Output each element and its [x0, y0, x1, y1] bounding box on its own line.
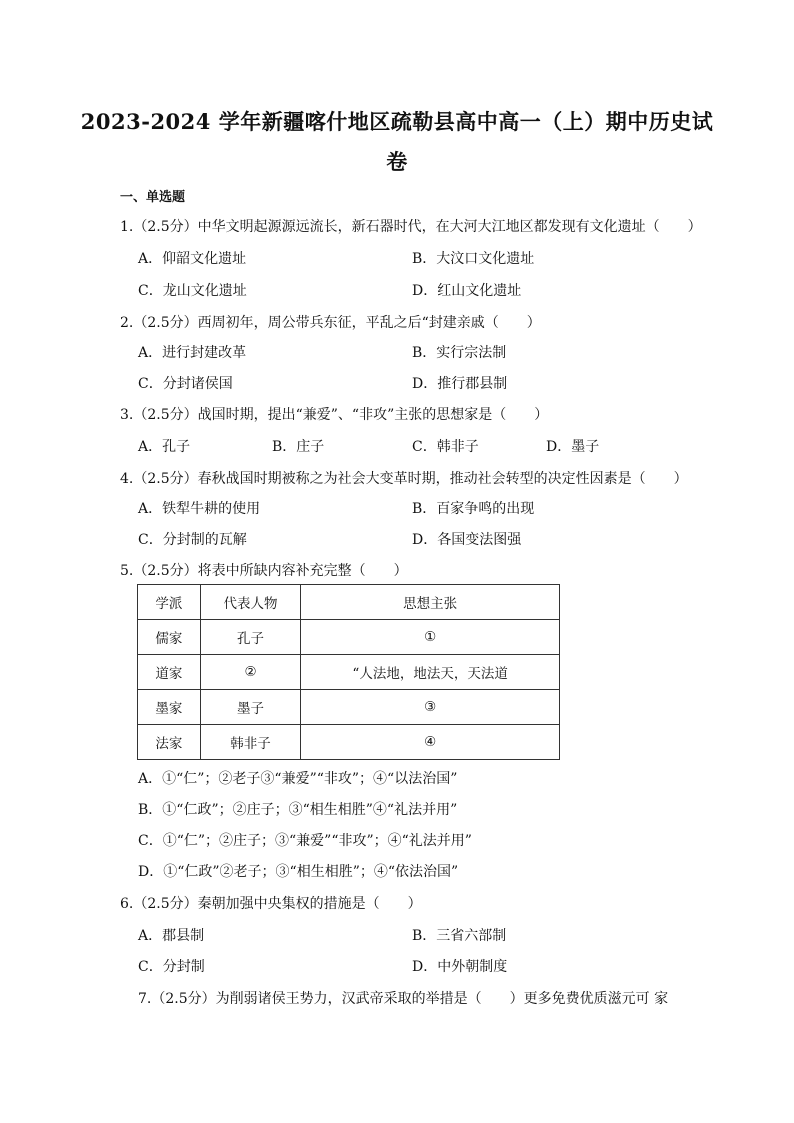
question-1-stem: 1.（2.5分）中华文明起源源远流长，新石器时代，在大河大江地区都发现有文化遗址（ ） — [120, 219, 702, 235]
table-cell: 韩非子 — [200, 725, 301, 760]
question-6-option-c: C．分封制 — [138, 959, 205, 975]
school-of-thought-table — [137, 584, 560, 760]
question-2-option-a: A．进行封建改革 — [138, 345, 247, 361]
question-4-option-c: C．分封制的瓦解 — [138, 532, 247, 548]
table-cell: ① — [301, 620, 560, 655]
question-5-option-c: C．①“仁”；②庄子；③“兼爱”“非攻”；④“礼法并用” — [138, 833, 472, 849]
question-5-stem: 5.（2.5分）将表中所缺内容补充完整（ ） — [120, 563, 408, 579]
question-1-option-c: C．龙山文化遗址 — [138, 283, 247, 299]
table-cell: 道家 — [138, 655, 201, 690]
question-2-option-b: B．实行宗法制 — [412, 345, 507, 361]
table-cell: “人法地，地法天，天法道 — [301, 655, 560, 690]
table-row — [138, 620, 560, 655]
question-3-option-c: C．韩非子 — [412, 439, 479, 455]
question-3-option-d: D．墨子 — [546, 439, 600, 455]
question-6-option-b: B．三省六部制 — [412, 928, 507, 944]
question-2-stem: 2.（2.5分）西周初年，周公带兵东征，平乱之后“封建亲戚（ ） — [120, 315, 541, 331]
table-cell: 儒家 — [138, 620, 201, 655]
question-2-option-d: D．推行郡县制 — [412, 376, 508, 392]
table-header-row — [138, 585, 560, 620]
question-1-option-d: D．红山文化遗址 — [412, 283, 522, 299]
table-cell: 墨家 — [138, 690, 201, 725]
table-cell: 法家 — [138, 725, 201, 760]
question-6-stem: 6.（2.5分）秦朝加强中央集权的措施是（ ） — [120, 896, 422, 912]
question-6-option-a: A．郡县制 — [138, 928, 205, 944]
question-6-option-d: D．中外朝制度 — [412, 959, 508, 975]
section-heading: 一、单选题 — [120, 190, 186, 205]
exam-title-continued: 卷 — [386, 149, 408, 174]
table-cell: ④ — [301, 725, 560, 760]
question-5-option-b: B．①“仁政”；②庄子；③“相生相胜”④“礼法并用” — [138, 802, 458, 818]
question-7-stem: 7.（2.5分）为削弱诸侯王势力，汉武帝采取的举措是（ ）更多免费优质滋元可 家 — [138, 991, 669, 1007]
question-4-option-a: A．铁犁牛耕的使用 — [138, 501, 261, 517]
exam-title: 2023-2024 学年新疆喀什地区疏勒县高中高一（上）期中历史试 — [80, 109, 714, 134]
table-cell: ② — [200, 655, 301, 690]
table-header: 代表人物 — [200, 585, 301, 620]
question-3-option-b: B．庄子 — [272, 439, 325, 455]
question-3-stem: 3.（2.5分）战国时期，提出“兼爱”、“非攻”主张的思想家是（ ） — [120, 407, 549, 423]
question-4-stem: 4.（2.5分）春秋战国时期被称之为社会大变革时期，推动社会转型的决定性因素是（ ） — [120, 471, 688, 487]
question-4-option-d: D．各国变法图强 — [412, 532, 522, 548]
table-cell: 墨子 — [200, 690, 301, 725]
question-3-option-a: A．孔子 — [138, 439, 191, 455]
question-1-option-b: B．大汶口文化遗址 — [412, 251, 535, 267]
table-cell: 孔子 — [200, 620, 301, 655]
table-header: 思想主张 — [301, 585, 560, 620]
table-cell: ③ — [301, 690, 560, 725]
question-2-option-c: C．分封诸侯国 — [138, 376, 233, 392]
table-row — [138, 725, 560, 760]
question-5-option-a: A．①“仁”；②老子③“兼爱”“非攻”；④“以法治国” — [138, 771, 458, 787]
table-row — [138, 690, 560, 725]
table-row — [138, 655, 560, 690]
question-1-option-a: A．仰韶文化遗址 — [138, 251, 247, 267]
table-header: 学派 — [138, 585, 201, 620]
question-4-option-b: B．百家争鸣的出现 — [412, 501, 535, 517]
question-5-option-d: D．①“仁政”②老子；③“相生相胜”；④“依法治国” — [138, 864, 459, 880]
